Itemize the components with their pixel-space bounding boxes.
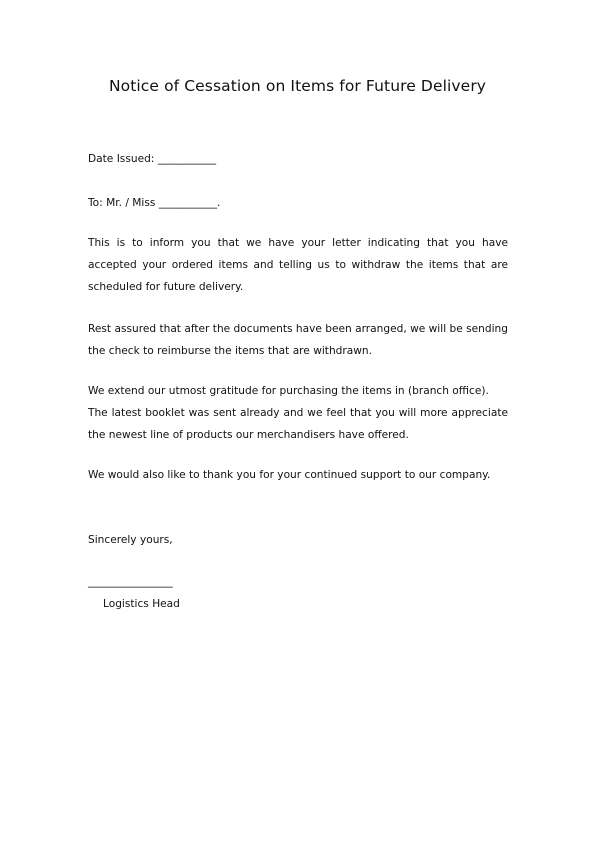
signature-blank: ________________ [88,576,173,588]
signature-title-text: Logistics Head [103,598,180,610]
document-title: Notice of Cessation on Items for Future Delivery [108,77,487,95]
date-issued-text: Date Issued: ___________ [88,153,217,165]
paragraph-reimbursement [88,318,508,362]
recipient-line [88,192,508,214]
closing-line [88,529,508,551]
paragraph-line: Rest assured that after the documents have been arranged, we will be sending [88,323,508,335]
paragraph-line: the newest line of products our merchandisers have offered. [88,429,409,441]
paragraph-line: scheduled for future delivery. [88,281,244,293]
signature-title [103,593,523,615]
paragraph-line: accepted your ordered items and telling us to withdraw the items that are [88,259,508,271]
paragraph-line: We extend our utmost gratitude for purchasing the items in (branch office). [88,385,489,397]
paragraph-notice [88,232,508,298]
paragraph-line: The latest booklet was sent already and we feel that you will more appreciate [88,407,508,419]
paragraph-line: This is to inform you that we have your letter indicating that you have [88,237,508,249]
paragraph-gratitude [88,380,508,446]
closing-text: Sincerely yours, [88,534,173,546]
paragraph-line: We would also like to thank you for your continued support to our company. [88,469,491,481]
signature-line [88,571,508,593]
paragraph-thanks [88,464,508,486]
date-issued-line [88,148,508,170]
paragraph-line: the check to reimburse the items that are withdrawn. [88,345,372,357]
recipient-text: To: Mr. / Miss ___________. [88,197,221,209]
